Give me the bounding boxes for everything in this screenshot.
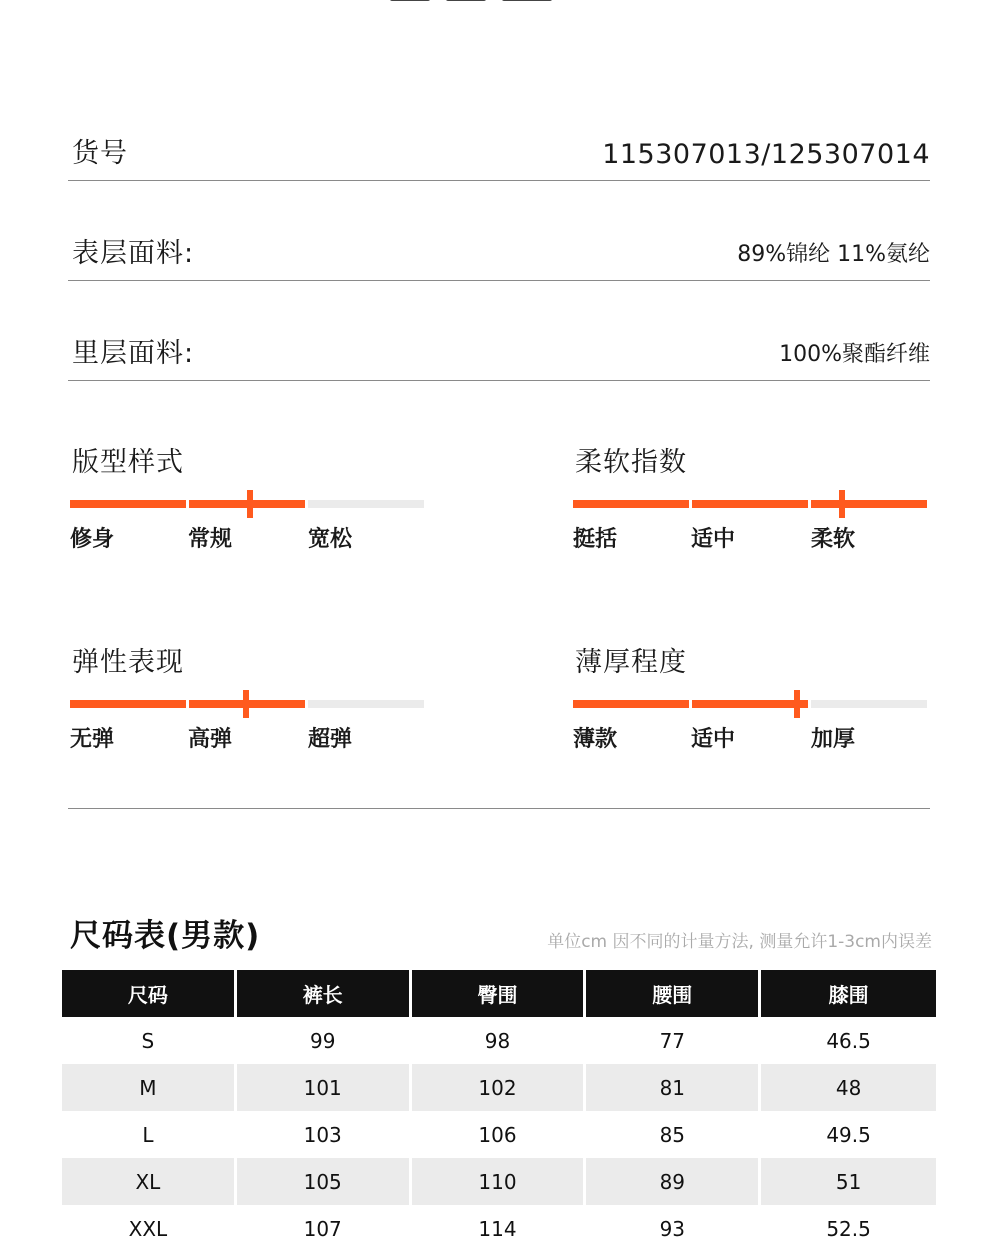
scale-label: 挺括	[573, 527, 618, 552]
table-cell: S	[62, 1017, 237, 1064]
table-cell: 46.5	[826, 1028, 871, 1053]
table-cell: 107	[237, 1205, 412, 1252]
scale-label: 加厚	[811, 727, 856, 752]
scale-label: 修身	[70, 527, 115, 552]
table-cell: 102	[412, 1064, 587, 1111]
scale-segment	[308, 700, 424, 708]
scale-label: 适中	[691, 727, 736, 752]
table-cell: 101	[237, 1064, 412, 1111]
table-row	[62, 1017, 936, 1064]
table-cell: 89	[586, 1158, 761, 1205]
table-row	[62, 1111, 936, 1158]
table-cell: 77	[586, 1017, 761, 1064]
scale-title: 柔软指数	[575, 447, 687, 478]
size-chart-note: 单位cm 因不同的计量方法, 测量允许1-3cm内误差	[547, 932, 932, 952]
table-cell: 85	[586, 1111, 761, 1158]
scale-label: 宽松	[308, 527, 353, 552]
table-cell: 49.5	[826, 1122, 871, 1147]
scale-label: 无弹	[70, 727, 115, 752]
scale-label: 常规	[188, 527, 233, 552]
table-cell: 48	[761, 1064, 936, 1111]
table-header-row	[62, 970, 936, 1017]
scale-thickness	[573, 640, 933, 750]
size-chart-title: 尺码表(男款)	[70, 918, 261, 954]
table-cell: XL	[62, 1158, 237, 1205]
scale-title: 弹性表现	[72, 647, 184, 678]
scale-label: 柔软	[811, 527, 856, 552]
size-chart-table	[62, 970, 936, 1252]
spec-label: 表层面料:	[72, 238, 195, 269]
table-cell: 110	[412, 1158, 587, 1205]
table-cell: 98	[412, 1017, 587, 1064]
table-header-cell: 腰围	[586, 970, 761, 1017]
spec-label: 里层面料:	[72, 338, 195, 369]
spec-label: 货号	[72, 138, 128, 169]
table-cell: 81	[586, 1064, 761, 1111]
table-header-cell: 膝围	[761, 970, 936, 1017]
spec-row-outer-fabric	[68, 220, 930, 281]
table-cell: 93	[586, 1205, 761, 1252]
table-row	[62, 1158, 936, 1205]
scale-segment	[692, 700, 808, 708]
scale-segment	[692, 500, 808, 508]
table-row	[62, 1205, 936, 1252]
scale-label: 薄款	[573, 727, 618, 752]
section-divider	[68, 808, 930, 809]
scale-softness	[573, 440, 933, 550]
table-cell: 52.5	[826, 1216, 871, 1241]
table-cell: 114	[412, 1205, 587, 1252]
spec-value: 100%聚酯纤维	[779, 342, 930, 367]
table-header-cell: 裤长	[237, 970, 412, 1017]
table-cell: 105	[237, 1158, 412, 1205]
table-header-cell: 尺码	[62, 970, 237, 1017]
spec-row-item-number	[68, 120, 930, 181]
scale-title: 薄厚程度	[575, 647, 687, 678]
scale-segment	[811, 700, 927, 708]
scale-segment	[811, 500, 927, 508]
scale-marker	[247, 490, 253, 518]
scale-segment	[573, 500, 689, 508]
table-row	[62, 1064, 936, 1111]
spec-value: 115307013/125307014	[602, 139, 930, 170]
scale-label: 高弹	[188, 727, 233, 752]
scale-segment	[308, 500, 424, 508]
table-cell: L	[62, 1111, 237, 1158]
spec-value: 89%锦纶 11%氨纶	[737, 242, 930, 267]
scale-segment	[70, 700, 186, 708]
scale-segment	[70, 500, 186, 508]
scale-marker	[794, 690, 800, 718]
scale-label: 适中	[691, 527, 736, 552]
table-cell: 103	[237, 1111, 412, 1158]
table-cell: 51	[761, 1158, 936, 1205]
scale-fit	[70, 440, 430, 550]
spec-row-inner-fabric	[68, 320, 930, 381]
table-cell: 99	[237, 1017, 412, 1064]
table-cell: 106	[412, 1111, 587, 1158]
scale-title: 版型样式	[72, 447, 184, 478]
scale-segment	[573, 700, 689, 708]
scale-marker	[243, 690, 249, 718]
table-header-cell: 臀围	[412, 970, 587, 1017]
scale-label: 超弹	[308, 727, 353, 752]
table-cell: XXL	[62, 1205, 237, 1252]
scale-elasticity	[70, 640, 430, 750]
cropped-heading-fragment	[390, 0, 610, 4]
table-cell: M	[62, 1064, 237, 1111]
scale-marker	[839, 490, 845, 518]
